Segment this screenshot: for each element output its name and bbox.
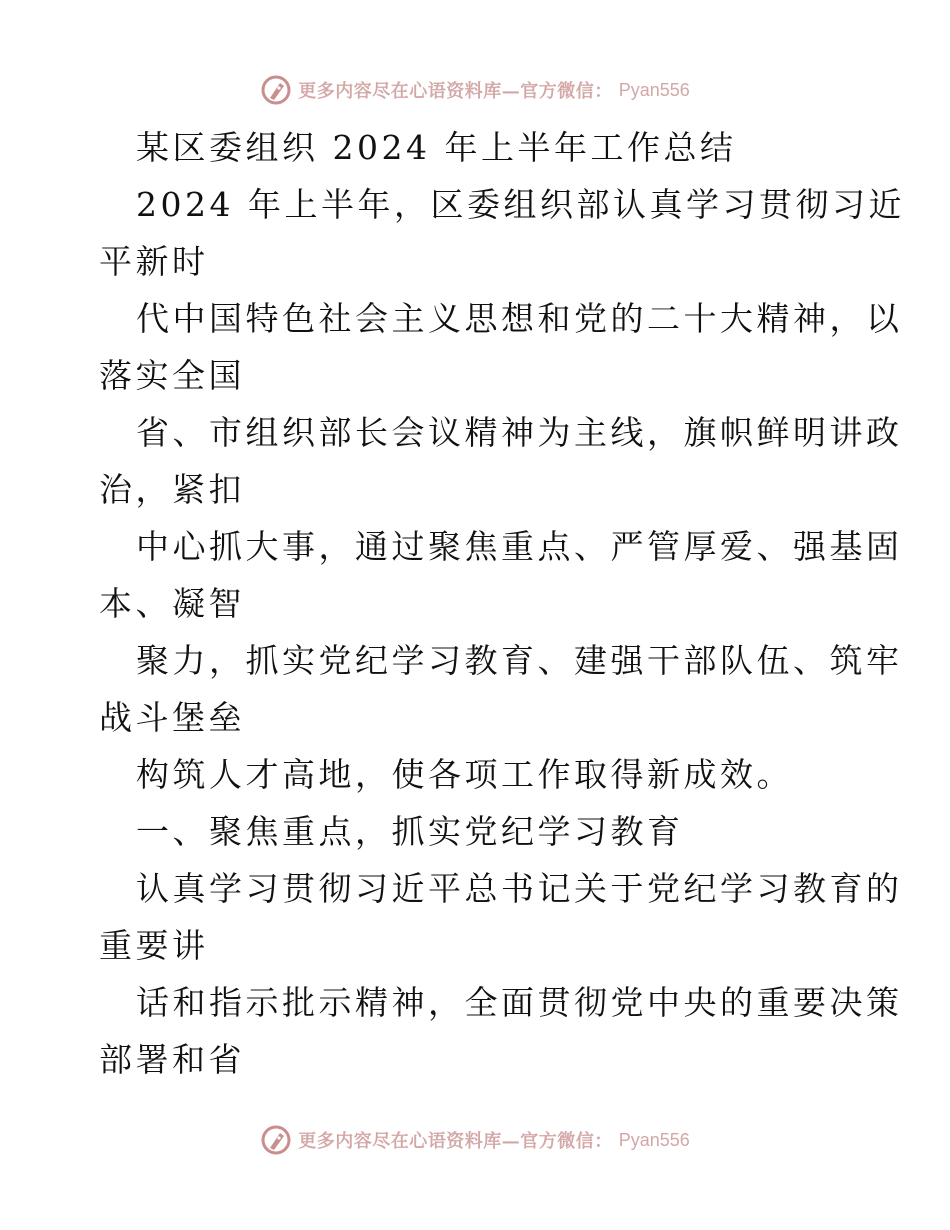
text-line: 重要讲 — [99, 926, 209, 965]
text-line: 2024 年上半年，区委组织部认真学习贯彻习近 — [136, 185, 905, 224]
document-title: 某区委组织 2024 年上半年工作总结 — [136, 128, 737, 167]
header-watermark — [0, 70, 950, 110]
pen-nib-logo-icon — [260, 74, 292, 106]
text-line: 战斗堡垒 — [99, 698, 245, 737]
text-line: 话和指示批示精神，全面贯彻党中央的重要决策 — [136, 983, 903, 1022]
section-heading: 一、聚焦重点，抓实党纪学习教育 — [136, 812, 684, 851]
text-line: 落实全国 — [99, 356, 245, 395]
text-line: 平新时 — [99, 242, 209, 281]
watermark-text: 更多内容尽在心语资料库—官方微信： — [298, 81, 613, 102]
text-line: 代中国特色社会主义思想和党的二十大精神，以 — [136, 299, 903, 338]
text-line: 构筑人才高地，使各项工作取得新成效。 — [136, 755, 793, 794]
pen-nib-logo-icon — [260, 1124, 292, 1156]
text-line: 治，紧扣 — [99, 470, 245, 509]
text-line: 中心抓大事，通过聚焦重点、严管厚爱、强基固 — [136, 527, 903, 566]
text-line: 聚力，抓实党纪学习教育、建强干部队伍、筑牢 — [136, 641, 903, 680]
text-line: 部署和省 — [99, 1040, 245, 1079]
watermark-text: 更多内容尽在心语资料库—官方微信： — [298, 1131, 613, 1152]
text-line: 认真学习贯彻习近平总书记关于党纪学习教育的 — [136, 869, 903, 908]
footer-watermark — [0, 1120, 950, 1160]
watermark-handle: Pyan556 — [618, 1129, 690, 1150]
text-line: 省、市组织部长会议精神为主线，旗帜鲜明讲政 — [136, 413, 903, 452]
watermark-handle: Pyan556 — [618, 79, 690, 100]
text-line: 本、凝智 — [99, 584, 245, 623]
